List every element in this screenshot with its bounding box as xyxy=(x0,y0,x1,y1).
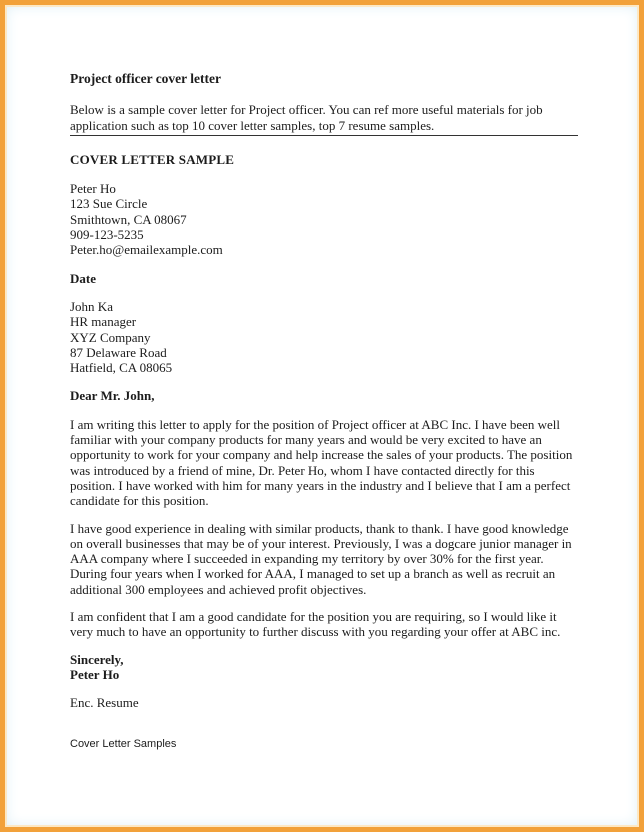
date-label: Date xyxy=(70,270,96,286)
sender-address-block xyxy=(70,181,578,257)
recipient-company: XYZ Company xyxy=(70,329,151,345)
section-heading: COVER LETTER SAMPLE xyxy=(70,151,235,167)
salutation: Dear Mr. John, xyxy=(70,388,155,404)
sender-city: Smithtown, CA 08067 xyxy=(70,211,187,227)
enclosure-note: Enc. Resume xyxy=(70,695,139,711)
recipient-title: HR manager xyxy=(70,314,137,330)
body-paragraph-3: I am confident that I am a good candidate for the position you are requiring, so I would like it very much to have an opportunity to further discuss with you regarding your offer at ABC inc. xyxy=(70,609,561,640)
recipient-city: Hatfield, CA 08065 xyxy=(70,360,173,376)
body-paragraph-1: I am writing this letter to apply for the position of Project officer at ABC Inc. I have been well familiar with your company products for many years and would be very excited to have an opportunity to work for your company and help increase the sales of your products. The position was introduced by a friend of mine, Dr. Peter Ho, whom I have contacted directly for this position. I have worked with him for many years in the industry and I believe that I am a perfect candidate for this position. xyxy=(70,416,573,509)
body-paragraph-2: I have good experience in dealing with similar products, thank to thank. I have good knowledge on overall businesses that may be of your interest. Previously, I was a dogcare junior manager in AAA company where I succeeded in expanding my territory by over 30% for the first year. During four years when I worked for AAA, I managed to set up a branch as well as recruit an additional 300 employees and achieved profit objectives. xyxy=(70,520,572,597)
recipient-address-block xyxy=(70,299,578,375)
recipient-street: 87 Delaware Road xyxy=(70,344,167,360)
closing-valediction: Sincerely, xyxy=(70,651,124,667)
signature-name: Peter Ho xyxy=(70,666,120,682)
footer-site-link[interactable]: Cover Letter Samples xyxy=(70,737,177,750)
closing-block xyxy=(70,652,578,683)
recipient-name: John Ka xyxy=(70,298,113,314)
page-title: Project officer cover letter xyxy=(70,71,222,86)
intro-paragraph: Below is a sample cover letter for Project officer. You can ref more useful materials for job application such as top 10 cover letter samples, top 7 resume samples. xyxy=(70,102,578,136)
sender-phone: 909-123-5235 xyxy=(70,227,144,243)
sender-name: Peter Ho xyxy=(70,181,116,197)
cover-letter-document xyxy=(5,5,639,827)
sender-email: Peter.ho@emailexample.com xyxy=(70,242,223,258)
sender-street: 123 Sue Circle xyxy=(70,196,148,212)
